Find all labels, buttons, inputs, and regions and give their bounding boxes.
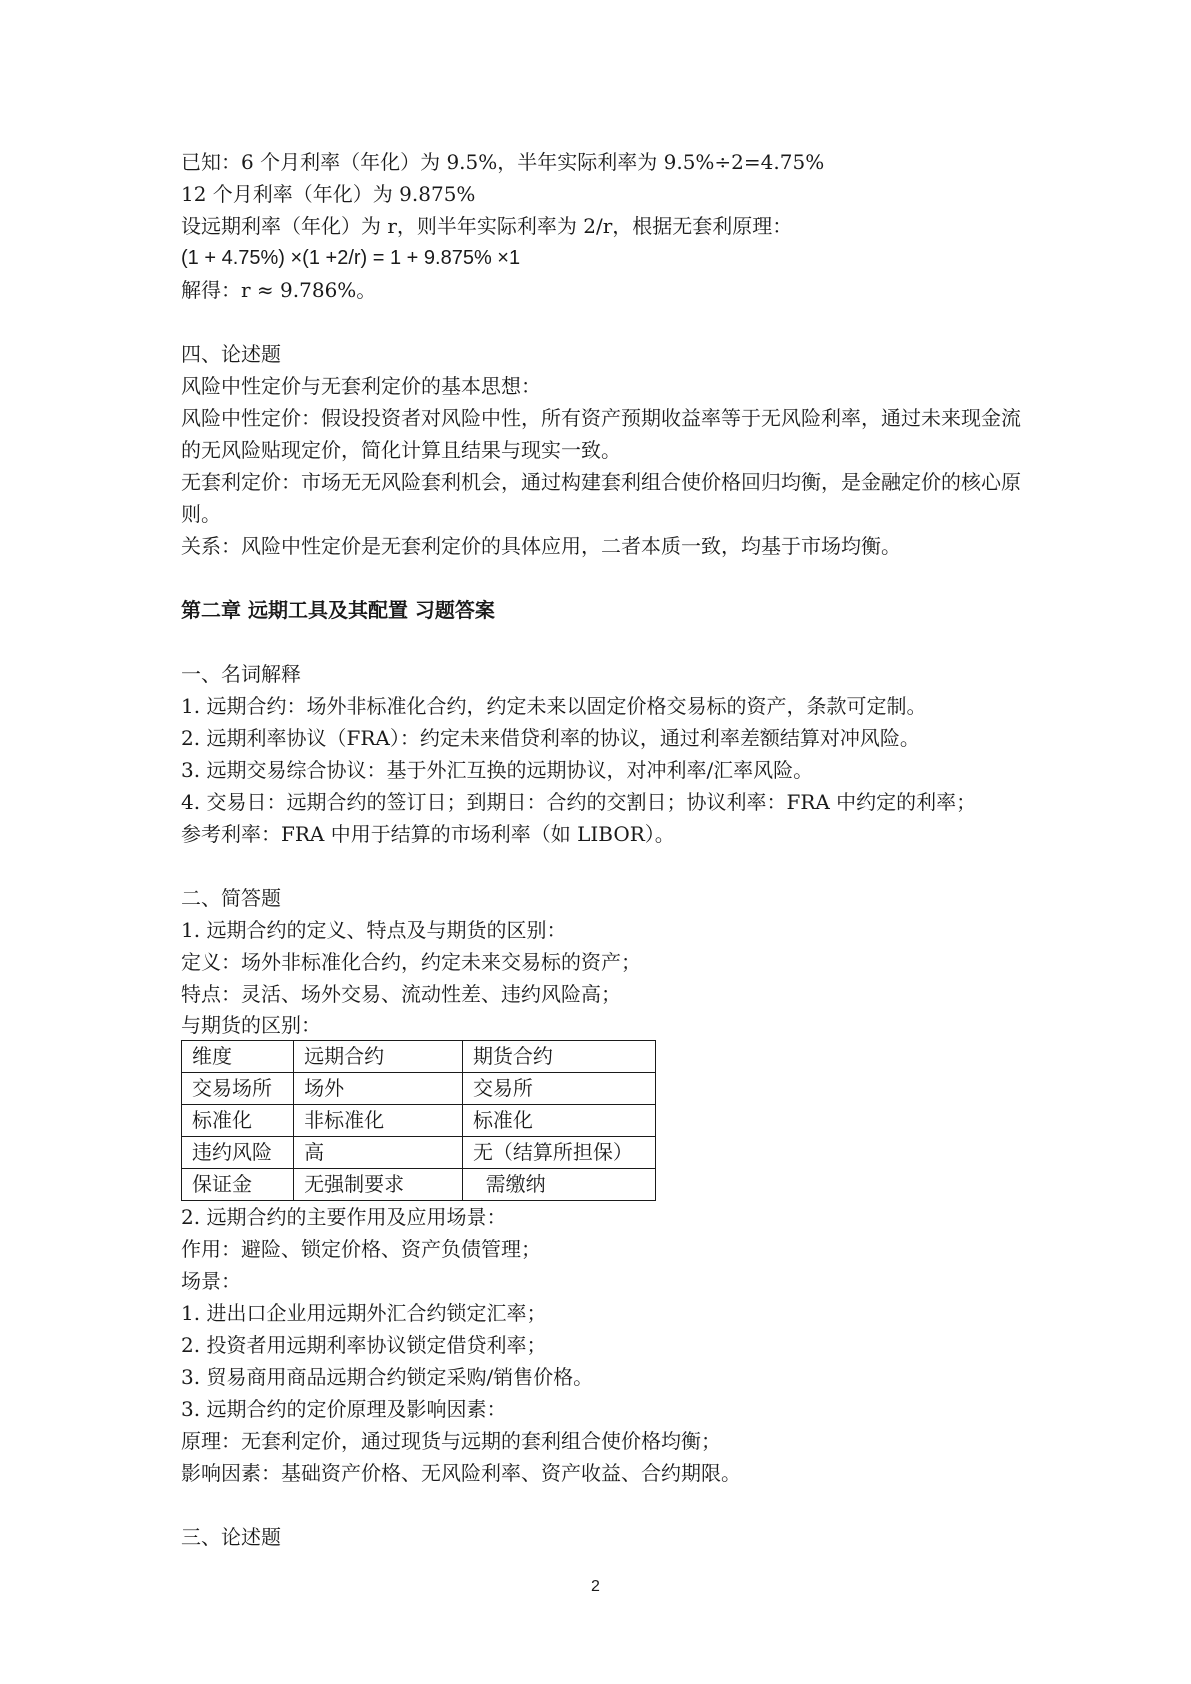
text-line: 作用：避险、锁定价格、资产负债管理；	[181, 1237, 541, 1261]
page-number: 2	[591, 1578, 600, 1595]
formula-line: (1 + 4.75%) ×(1 +2/r) = 1 + 9.875% ×1	[181, 247, 521, 269]
text-line: 定义：场外非标准化合约，约定未来交易标的资产；	[181, 950, 641, 974]
short-answer-section	[181, 882, 1021, 1489]
chapter-heading: 第二章 远期工具及其配置 习题答案	[181, 598, 495, 622]
text-line: 关系：风险中性定价是无套利定价的具体应用，二者本质一致，均基于市场均衡。	[181, 534, 901, 558]
table-row	[182, 1105, 656, 1137]
list-item: 2. 远期利率协议（FRA）：约定未来借贷利率的协议，通过利率差额结算对冲风险。	[181, 726, 920, 750]
section-title: 三、论述题	[181, 1525, 281, 1549]
table-cell: 非标准化	[294, 1105, 463, 1137]
table-cell: 标准化	[462, 1105, 655, 1137]
table-cell: 违约风险	[182, 1137, 294, 1169]
spacer	[181, 306, 1021, 338]
text-line: 原理：无套利定价，通过现货与远期的套利组合使价格均衡；	[181, 1429, 721, 1453]
table-header-row	[182, 1041, 656, 1073]
text-line: 风险中性定价与无套利定价的基本思想：	[181, 374, 541, 398]
text-line: 场景：	[181, 1269, 241, 1293]
text-line: 12 个月利率（年化）为 9.875%	[181, 182, 476, 206]
page-content	[181, 146, 1021, 1553]
text-line: 1. 远期合约的定义、特点及与期货的区别：	[181, 918, 567, 942]
essay-section	[181, 338, 1021, 562]
text-line: 2. 远期合约的主要作用及应用场景：	[181, 1205, 507, 1229]
list-item: 参考利率：FRA 中用于结算的市场利率（如 LIBOR）。	[181, 822, 675, 846]
table-cell: 交易所	[462, 1073, 655, 1105]
table-cell: 保证金	[182, 1169, 294, 1201]
calculation-block	[181, 146, 1021, 306]
list-item: 3. 远期交易综合协议：基于外汇互换的远期协议，对冲利率/汇率风险。	[181, 758, 814, 782]
table-cell: 高	[294, 1137, 463, 1169]
table-cell: 需缴纳	[462, 1169, 655, 1201]
table-row	[182, 1169, 656, 1201]
spacer	[181, 562, 1021, 594]
text-line: 已知：6 个月利率（年化）为 9.5%，半年实际利率为 9.5%÷2=4.75%	[181, 150, 825, 174]
table-cell: 标准化	[182, 1105, 294, 1137]
paragraph: 风险中性定价：假设投资者对风险中性，所有资产预期收益率等于无风险利率，通过未来现金流的无风险贴现定价，简化计算且结果与现实一致。	[181, 406, 1021, 462]
table-cell: 无强制要求	[294, 1169, 463, 1201]
table-header-cell: 远期合约	[294, 1041, 463, 1073]
text-line: 设远期利率（年化）为 r，则半年实际利率为 2/r，根据无套利原理：	[181, 214, 793, 238]
list-item: 1. 进出口企业用远期外汇合约锁定汇率；	[181, 1301, 547, 1325]
table-row	[182, 1137, 656, 1169]
text-line: 3. 远期合约的定价原理及影响因素：	[181, 1397, 507, 1421]
table-cell: 无（结算所担保）	[462, 1137, 655, 1169]
spacer	[181, 850, 1021, 882]
list-item: 1. 远期合约：场外非标准化合约，约定未来以固定价格交易标的资产，条款可定制。	[181, 694, 927, 718]
terms-section	[181, 658, 1021, 850]
table-cell: 交易场所	[182, 1073, 294, 1105]
table-header-cell: 期货合约	[462, 1041, 655, 1073]
spacer	[181, 626, 1021, 658]
list-item: 3. 贸易商用商品远期合约锁定采购/销售价格。	[181, 1365, 594, 1389]
text-line: 解得：r ≈ 9.786%。	[181, 278, 377, 302]
text-line: 影响因素：基础资产价格、无风险利率、资产收益、合约期限。	[181, 1461, 741, 1485]
text-line: 与期货的区别：	[181, 1013, 321, 1037]
table-cell: 场外	[294, 1073, 463, 1105]
section-title: 四、论述题	[181, 342, 281, 366]
list-item: 4. 交易日：远期合约的签订日；到期日：合约的交割日；协议利率：FRA 中约定的利率；	[181, 790, 977, 814]
spacer	[181, 1489, 1021, 1521]
table-row	[182, 1073, 656, 1105]
table-header-cell: 维度	[182, 1041, 294, 1073]
section-title: 二、简答题	[181, 886, 281, 910]
section-title: 一、名词解释	[181, 662, 301, 686]
comparison-table	[181, 1040, 656, 1201]
text-line: 特点：灵活、场外交易、流动性差、违约风险高；	[181, 982, 621, 1006]
list-item: 2. 投资者用远期利率协议锁定借贷利率；	[181, 1333, 547, 1357]
paragraph: 无套利定价：市场无无风险套利机会，通过构建套利组合使价格回归均衡，是金融定价的核心原则。	[181, 470, 1021, 526]
